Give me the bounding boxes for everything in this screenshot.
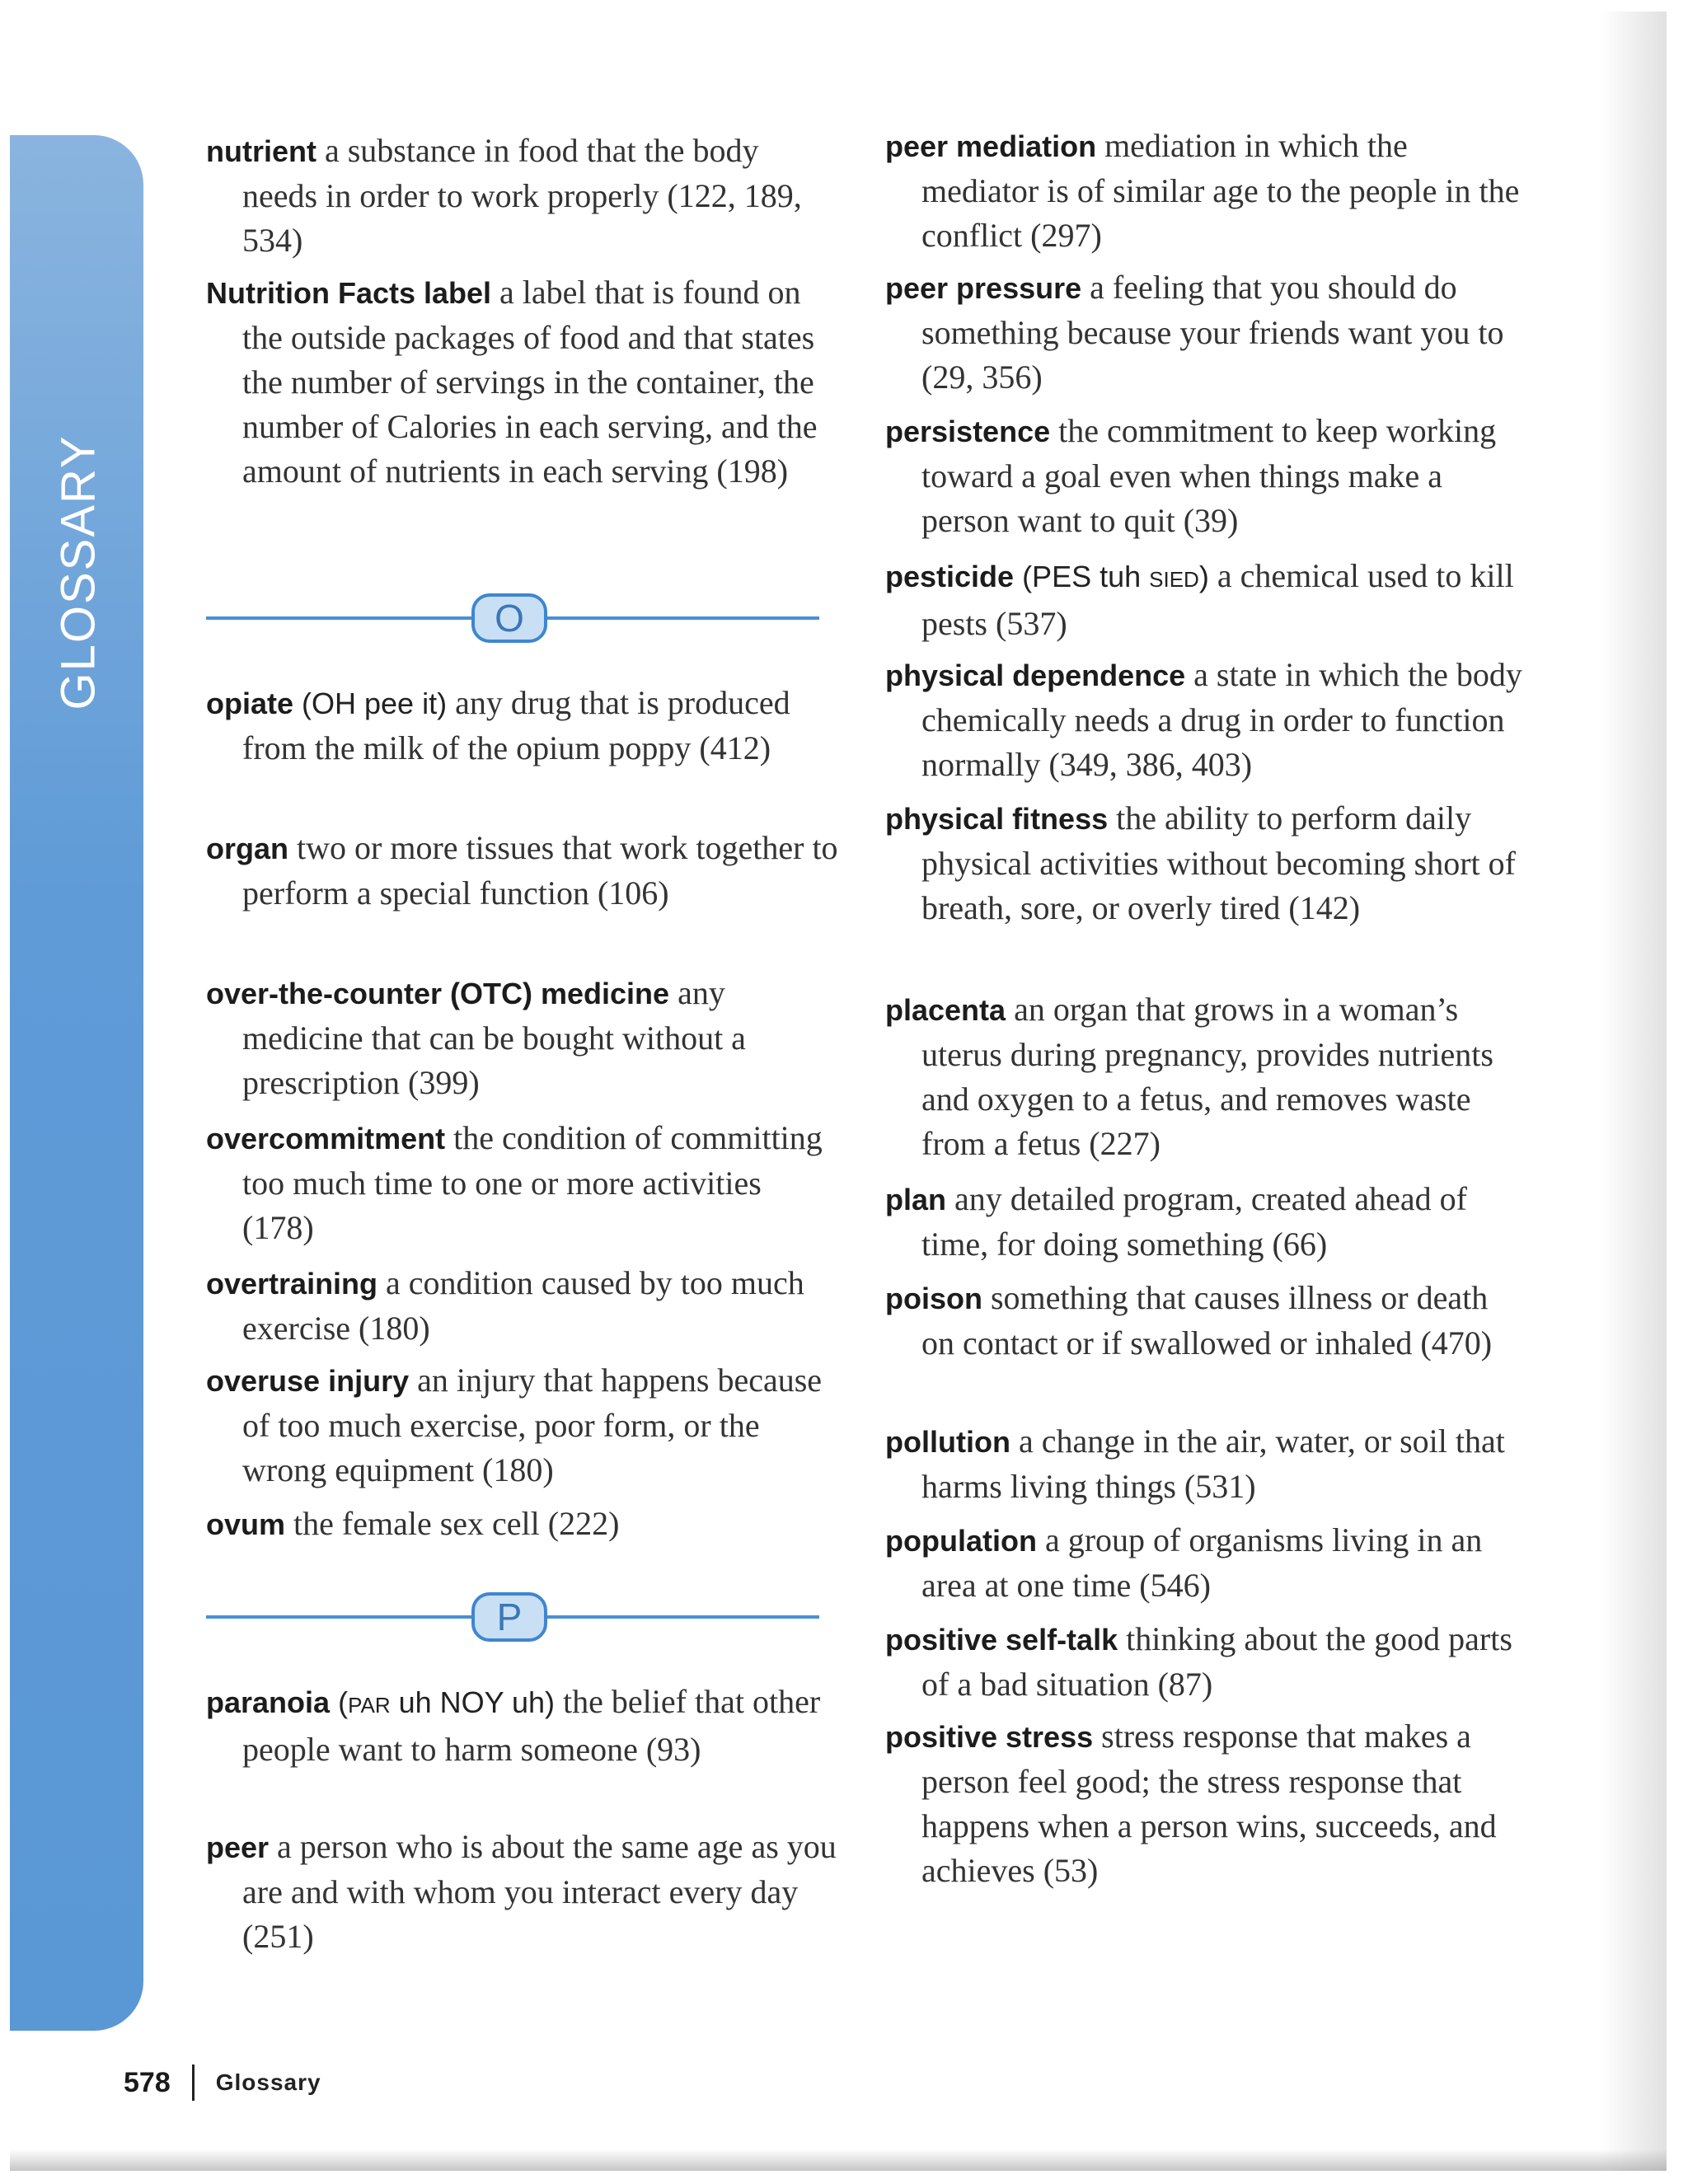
entry-definition: the ability to perform daily physical activities without becoming short of breath, sore, or overly tired (142) <box>921 799 1516 926</box>
entry-term: pollution <box>885 1425 1010 1459</box>
entry-term: over-the-counter (OTC) medicine <box>206 977 670 1010</box>
entry-term: ovum <box>206 1507 286 1541</box>
glossary-entry <box>206 1680 841 1772</box>
entry-definition: a feeling that you should do something because your friends want you to (29, 356) <box>921 269 1504 396</box>
glossary-entry <box>885 1617 1528 1707</box>
entry-definition: the female sex cell (222) <box>285 1505 620 1542</box>
entry-definition: an organ that grows in a woman’s uterus during pregnancy, provides nutrients and oxygen to a fetus, and removes waste from a fetus (227) <box>921 991 1493 1162</box>
entry-term: poison <box>885 1282 982 1315</box>
glossary-entry <box>885 987 1528 1166</box>
entry-term: peer pressure <box>885 271 1082 305</box>
entry-definition: the commitment to keep working toward a goal even when things make a person want to quit (39) <box>921 412 1497 539</box>
entry-term: overuse injury <box>206 1364 410 1398</box>
footer-label: Glossary <box>215 2069 321 2095</box>
entry-term: plan <box>885 1183 947 1216</box>
entry-definition: a group of organisms living in an area at one time (546) <box>921 1521 1483 1604</box>
entry-term: pesticide <box>885 560 1015 593</box>
glossary-entry <box>206 1116 841 1250</box>
page <box>10 12 1667 2171</box>
entry-term: organ <box>206 832 289 865</box>
glossary-entry <box>206 1502 841 1547</box>
entry-definition: stress response that makes a person feel good; the stress response that happens when a person wins, succeeds, and achieves (53) <box>921 1718 1497 1889</box>
glossary-entry <box>206 1358 841 1493</box>
page-bottom-shadow <box>10 2149 1667 2171</box>
glossary-entry <box>206 1261 841 1351</box>
entry-definition: a chemical used to kill pests (537) <box>921 557 1514 642</box>
entry-term: positive self-talk <box>885 1623 1118 1657</box>
glossary-entry <box>206 1825 841 1959</box>
glossary-entry <box>885 124 1528 258</box>
glossary-entry <box>885 1419 1528 1509</box>
glossary-entry <box>885 554 1528 646</box>
entry-term: paranoia <box>206 1685 331 1719</box>
glossary-entry <box>885 265 1528 400</box>
glossary-entry <box>885 796 1528 930</box>
glossary-entry <box>206 681 841 771</box>
footer-separator <box>192 2064 195 2101</box>
entry-definition: two or more tissues that work together to perform a special function (106) <box>242 829 838 912</box>
entry-term: nutrient <box>206 134 316 168</box>
entry-definition: a change in the air, water, or soil that harms living things (531) <box>921 1422 1505 1505</box>
entry-term: overtraining <box>206 1267 378 1301</box>
entry-definition: a substance in food that the body needs in order to work properly (122, 189, 534) <box>242 132 802 259</box>
letter-divider-p <box>206 1592 819 1642</box>
letter-badge: O <box>471 593 547 643</box>
entry-definition: something that causes illness or death on contact or if swallowed or inhaled (470) <box>921 1279 1493 1361</box>
page-edge-shadow <box>1601 12 1667 2171</box>
entry-term: overcommitment <box>206 1122 446 1155</box>
entry-term: physical dependence <box>885 658 1186 692</box>
entry-definition: a person who is about the same age as you are and with whom you interact every day (251) <box>242 1828 837 1955</box>
letter-badge: P <box>471 1592 547 1642</box>
entry-pronunciation: (OH pee it) <box>293 687 448 720</box>
glossary-entry <box>885 1714 1528 1893</box>
entry-definition: an injury that happens because of too much exercise, poor form, or the wrong equipment (180) <box>242 1361 823 1488</box>
entry-definition: a condition caused by too much exercise (180) <box>242 1264 804 1347</box>
entry-definition: mediation in which the mediator is of similar age to the people in the conflict (297) <box>921 127 1520 254</box>
tab-label-wrap <box>41 434 115 710</box>
entry-term: peer <box>206 1830 270 1864</box>
entry-definition: any detailed program, created ahead of time, for doing something (66) <box>921 1180 1467 1263</box>
glossary-entry <box>206 971 841 1105</box>
glossary-entry <box>206 129 841 263</box>
page-footer <box>124 2062 321 2103</box>
entry-definition: any drug that is produced from the milk of the opium poppy (412) <box>242 684 790 766</box>
entry-definition: thinking about the good parts of a bad situation (87) <box>921 1620 1512 1703</box>
entry-term: peer mediation <box>885 129 1097 163</box>
entry-definition: the condition of committing too much time to one or more activities (178) <box>242 1119 823 1246</box>
entry-definition: a state in which the body chemically needs a drug in order to function normally (349, 386, 403) <box>921 656 1522 783</box>
entry-definition: a label that is found on the outside packages of food and that states the number of servings in the container, the number of Calories in each serving, and the amount of nutrients in each serving (198) <box>242 274 818 490</box>
entry-term: positive stress <box>885 1720 1094 1754</box>
glossary-entry <box>206 826 841 916</box>
glossary-entry <box>885 653 1528 787</box>
entry-definition: the belief that other people want to harm someone (93) <box>242 1683 821 1768</box>
entry-term: placenta <box>885 993 1006 1027</box>
glossary-entry <box>885 409 1528 543</box>
entry-term: Nutrition Facts label <box>206 276 492 310</box>
page-number: 578 <box>124 2066 171 2098</box>
entry-pronunciation: (PAR uh NOY uh) <box>338 1685 556 1719</box>
entry-term: opiate <box>206 687 294 720</box>
entry-pronunciation: (PES tuh SIED) <box>1014 560 1209 593</box>
glossary-entry <box>885 1177 1528 1267</box>
glossary-entry <box>885 1518 1528 1608</box>
glossary-entry <box>885 1276 1528 1366</box>
tab-label: GLOSSARY <box>51 434 106 710</box>
glossary-entry <box>206 270 841 494</box>
glossary-tab <box>10 135 143 2031</box>
entry-term: population <box>885 1524 1037 1558</box>
entry-term: persistence <box>885 415 1051 448</box>
entry-definition: any medicine that can be bought without a prescription (399) <box>242 974 746 1101</box>
letter-divider-o <box>206 593 819 643</box>
entry-term: physical fitness <box>885 802 1109 836</box>
